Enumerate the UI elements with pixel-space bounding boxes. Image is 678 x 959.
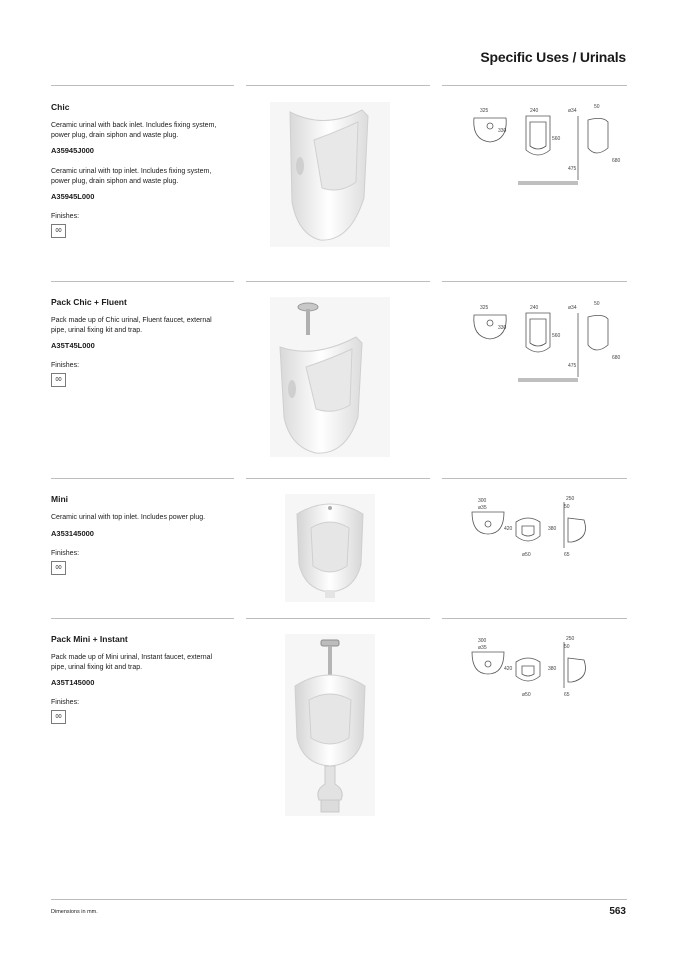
product-code: A35T145000 bbox=[51, 678, 95, 687]
section-divider bbox=[442, 85, 627, 86]
finish-swatch: 00 bbox=[51, 224, 66, 238]
finish-swatch: 00 bbox=[51, 710, 66, 724]
dim-label: ø50 bbox=[522, 692, 531, 698]
chic-urinal-photo bbox=[270, 102, 390, 247]
section-divider bbox=[442, 618, 627, 619]
section-divider bbox=[246, 478, 430, 479]
finishes-label: Finishes: bbox=[51, 699, 80, 706]
dimensions-note: Dimensions in mm. bbox=[51, 909, 98, 915]
product-description: Ceramic urinal with top inlet. Includes power plug. bbox=[51, 514, 206, 521]
dim-label: 560 bbox=[552, 136, 561, 142]
finishes-label: Finishes: bbox=[51, 213, 80, 220]
product-code: A35T45L000 bbox=[51, 341, 95, 350]
dim-label: 680 bbox=[612, 158, 621, 164]
product-pack-chic-fluent bbox=[51, 297, 226, 387]
finishes-label: Finishes: bbox=[51, 362, 80, 369]
dim-label: 380 bbox=[548, 526, 557, 532]
section-divider bbox=[246, 281, 430, 282]
product-code: A35945L000 bbox=[51, 192, 95, 201]
finishes-label: Finishes: bbox=[51, 549, 80, 557]
dim-label: 475 bbox=[568, 166, 577, 172]
dim-label: 240 bbox=[530, 108, 539, 114]
chic-fluent-dimension-drawing bbox=[468, 297, 628, 387]
product-name: Mini bbox=[51, 494, 68, 504]
dim-label: 680 bbox=[612, 355, 621, 361]
page-number: 563 bbox=[609, 906, 626, 917]
dim-label: 420 bbox=[504, 526, 513, 532]
product-mini bbox=[51, 494, 226, 575]
section-divider bbox=[246, 618, 430, 619]
dim-label: 300 bbox=[478, 638, 487, 644]
product-name: Chic bbox=[51, 102, 70, 112]
mini-urinal-photo bbox=[285, 494, 375, 602]
product-description: Pack made up of Mini urinal, Instant faucet, external pipe, urinal fixing kit and trap. bbox=[51, 654, 213, 671]
section-divider bbox=[442, 281, 627, 282]
section-divider bbox=[51, 281, 234, 282]
finish-swatch: 00 bbox=[51, 373, 66, 387]
section-divider bbox=[442, 478, 627, 479]
finish-swatch: 00 bbox=[51, 561, 66, 575]
dim-label: ø34 bbox=[568, 305, 577, 311]
dim-label: 330 bbox=[498, 325, 507, 331]
page-title: Specific Uses / Urinals bbox=[480, 49, 626, 65]
product-pack-mini-instant bbox=[51, 634, 226, 724]
product-chic bbox=[51, 102, 226, 238]
dim-label: 65 bbox=[564, 692, 570, 698]
dim-label: 420 bbox=[504, 666, 513, 672]
dim-label: 475 bbox=[568, 363, 577, 369]
dim-label: 65 bbox=[564, 552, 570, 558]
product-code: A353145000 bbox=[51, 528, 94, 538]
dim-label: 330 bbox=[498, 128, 507, 134]
dim-label: ø35 bbox=[478, 645, 487, 651]
chic-dimension-drawing bbox=[468, 100, 628, 190]
dim-label: ø50 bbox=[522, 552, 531, 558]
mini-instant-dimension-drawing bbox=[468, 634, 618, 704]
section-divider bbox=[51, 618, 234, 619]
product-description: Ceramic urinal with back inlet. Includes fixing system, power plug, drain siphon and waste plug. bbox=[51, 122, 217, 139]
dim-label: 50 bbox=[594, 301, 600, 307]
product-description: Ceramic urinal with top inlet. Includes fixing system, power plug, drain siphon and waste plug. bbox=[51, 168, 212, 185]
dim-label: 250 bbox=[566, 496, 575, 502]
dim-label: 240 bbox=[530, 305, 539, 311]
section-divider bbox=[51, 478, 234, 479]
section-divider bbox=[51, 85, 234, 86]
dim-label: 50 bbox=[594, 104, 600, 110]
dim-label: ø34 bbox=[568, 108, 577, 114]
dim-label: 380 bbox=[548, 666, 557, 672]
dim-label: 50 bbox=[564, 504, 570, 510]
dim-label: 300 bbox=[478, 498, 487, 504]
section-divider bbox=[246, 85, 430, 86]
dim-label: 50 bbox=[564, 644, 570, 650]
dim-label: 560 bbox=[552, 333, 561, 339]
dim-label: 325 bbox=[480, 305, 489, 311]
product-description: Pack made up of Chic urinal, Fluent faucet, external pipe, urinal fixing kit and trap. bbox=[51, 317, 212, 334]
mini-instant-pack-photo bbox=[285, 634, 375, 816]
product-code: A35945J000 bbox=[51, 146, 94, 155]
dim-label: 325 bbox=[480, 108, 489, 114]
product-name: Pack Mini + Instant bbox=[51, 634, 128, 644]
dim-label: ø35 bbox=[478, 505, 487, 511]
mini-dimension-drawing bbox=[468, 494, 618, 564]
chic-fluent-pack-photo bbox=[270, 297, 390, 457]
product-name: Pack Chic + Fluent bbox=[51, 297, 127, 307]
dim-label: 250 bbox=[566, 636, 575, 642]
footer-divider bbox=[51, 899, 627, 900]
